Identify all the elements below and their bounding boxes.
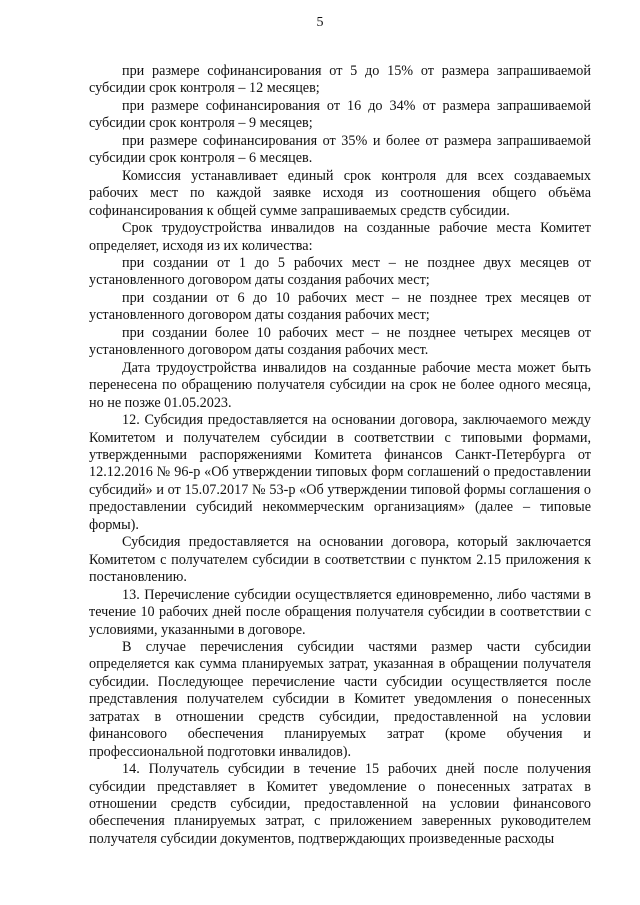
page-number: 5 [316,15,324,30]
paragraph-employment-1-5: при создании от 1 до 5 рабочих мест – не позднее двух месяцев от установленного договором даты создания рабочих мест; [89,254,591,289]
document-body [89,63,591,848]
paragraph-contract-basis: Субсидия предоставляется на основании договора, который заключается Комитетом с получателем субсидии в соответствии с пунктом 2.15 приложения к постановлению. [89,534,591,586]
paragraph-cofinancing-35-plus: при размере софинансирования от 35% и более от размера запрашиваемой субсидии срок контроля – 6 месяцев. [89,132,591,167]
paragraph-commission-control-period: Комиссия устанавливает единый срок контроля для всех создаваемых рабочих мест по каждой заявке исходя из соотношения общего объёма софинансирования к общей сумме запрашиваемых средств субсидии. [89,167,591,219]
paragraph-employment-date-postponement: Дата трудоустройства инвалидов на созданные рабочие места может быть перенесена по обращению получателя субсидии на срок не более одного месяца, но не позже 01.05.2023. [89,359,591,411]
paragraph-clause-13: 13. Перечисление субсидии осуществляется единовременно, либо частями в течение 10 рабочих дней после обращения получателя субсидии в соответствии с условиями, указанными в договоре. [89,586,591,638]
paragraph-employment-6-10: при создании от 6 до 10 рабочих мест – не позднее трех месяцев от установленного договором даты создания рабочих мест; [89,289,591,324]
paragraph-cofinancing-5-15: при размере софинансирования от 5 до 15% от размера запрашиваемой субсидии срок контроля – 12 месяцев; [89,63,591,97]
paragraph-cofinancing-16-34: при размере софинансирования от 16 до 34% от размера запрашиваемой субсидии срок контроля – 9 месяцев; [89,97,591,132]
paragraph-employment-over-10: при создании более 10 рабочих мест – не позднее четырех месяцев от установленного договором даты создания рабочих мест. [89,324,591,359]
paragraph-partial-transfer: В случае перечисления субсидии частями размер части субсидии определяется как сумма планируемых затрат, указанная в обращении получателя субсидии. Последующее перечисление части субсидии осуществляется после представления получателем субсидии в Комитет уведомления о понесенных затратах в отношении средств субсидии, предоставленной на условии финансового обеспечения планируемых затрат (кроме обучения и профессиональной подготовки инвалидов). [89,638,591,760]
paragraph-clause-12: 12. Субсидия предоставляется на основании договора, заключаемого между Комитетом и получателем субсидии в соответствии с типовыми формами, утвержденными распоряжениями Комитета финансов Санкт-Петербурга от 12.12.2016 № 96-р «Об утверждении типовых форм соглашений о предоставлении субсидий» и от 15.07.2017 № 53-р «Об утверждении типовой формы соглашения о предоставлении субсидий некоммерческим организациям» (далее – типовые формы). [89,412,591,533]
paragraph-employment-period-intro: Срок трудоустройства инвалидов на созданные рабочие места Комитет определяет, исходя из их количества: [89,220,591,254]
paragraph-clause-14: 14. Получатель субсидии в течение 15 рабочих дней после получения субсидии представляет в Комитет уведомление о понесенных затратах в отношении средств субсидии, предоставленной на условии финансового обеспечения планируемых затрат, с приложением заверенных руководителем получателя субсидии документов, подтверждающих произведенные расходы [89,761,591,847]
